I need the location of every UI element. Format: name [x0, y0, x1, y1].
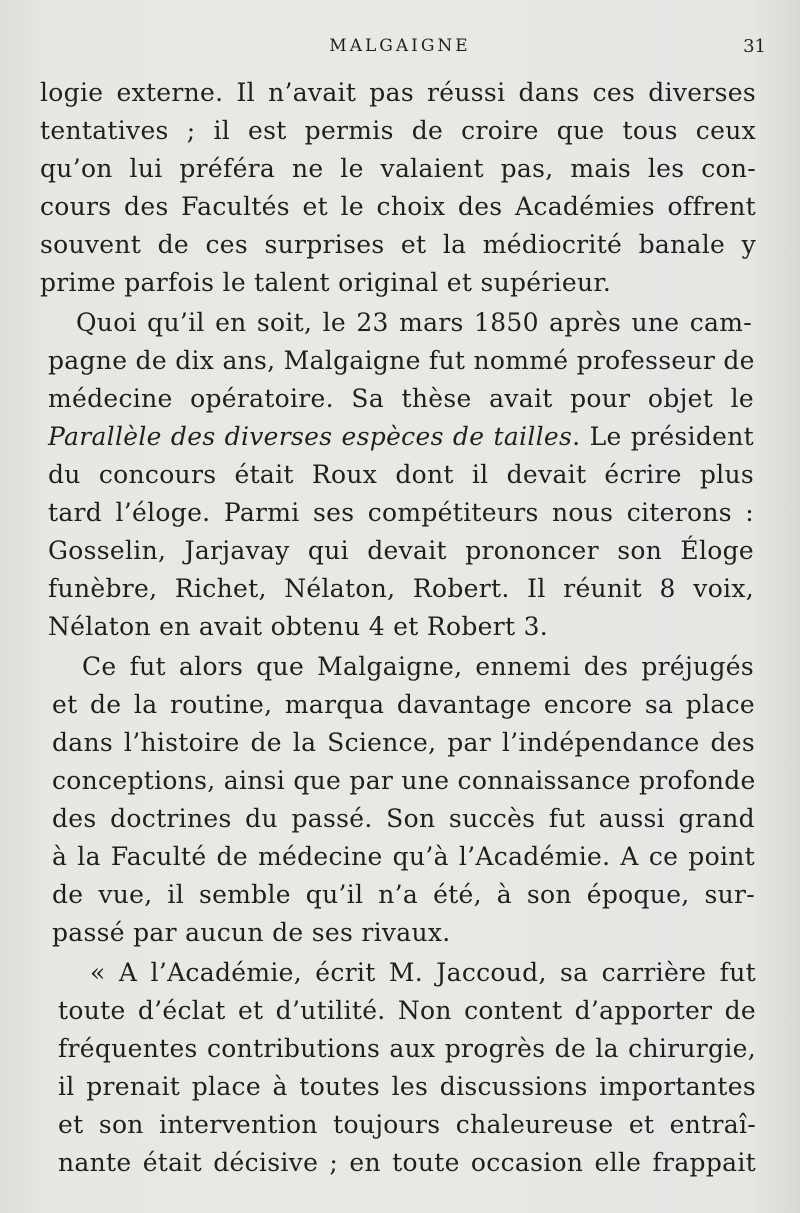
text-line: nante était décisive ; en toute occasion elle frappait — [58, 1148, 756, 1177]
text-line: souvent de ces surprises et la médiocrité banale y — [40, 230, 756, 259]
text-line: prime parfois le talent original et supérieur. — [40, 268, 612, 297]
text-line: fréquentes contributions aux progrès de la chirurgie, — [58, 1034, 756, 1063]
running-head — [0, 36, 800, 64]
text-line: du concours était Roux dont il devait écrire plus — [48, 460, 754, 489]
text-line: et de la routine, marqua davantage encore sa place — [52, 690, 755, 719]
text-line: Nélaton en avait obtenu 4 et Robert 3. — [48, 612, 549, 641]
text-line: conceptions, ainsi que par une connaissance profonde — [52, 766, 756, 795]
text-line: il prenait place à toutes les discussions importantes — [58, 1072, 756, 1101]
text-line: logie externe. Il n’avait pas réussi dans ces diverses — [40, 78, 756, 107]
text-line: Parallèle des diverses espèces de tailles. Le président — [48, 422, 754, 451]
text-line: « A l’Académie, écrit M. Jaccoud, sa carrière fut — [90, 958, 756, 987]
text-line: tentatives ; il est permis de croire que tous ceux — [40, 116, 756, 145]
text-line: tard l’éloge. Parmi ses compétiteurs nous citerons : — [48, 498, 754, 527]
page-number: 31 — [743, 36, 766, 57]
text-line: toute d’éclat et d’utilité. Non content d’apporter de — [58, 996, 756, 1025]
text-line: et son intervention toujours chaleureuse et entraî- — [58, 1110, 756, 1139]
text-line: Ce fut alors que Malgaigne, ennemi des préjugés — [82, 652, 754, 681]
text-line: funèbre, Richet, Nélaton, Robert. Il réunit 8 voix, — [48, 574, 754, 603]
text-line: pagne de dix ans, Malgaigne fut nommé professeur de — [48, 346, 755, 375]
text-line: médecine opératoire. Sa thèse avait pour objet le — [48, 384, 754, 413]
text-line: Quoi qu’il en soit, le 23 mars 1850 après une cam- — [76, 308, 752, 337]
text-line: cours des Facultés et le choix des Académies offrent — [40, 192, 756, 221]
text-line: Gosselin, Jarjavay qui devait prononcer son Éloge — [48, 536, 754, 565]
text-line: des doctrines du passé. Son succès fut aussi grand — [52, 804, 755, 833]
thesis-title: Parallèle des diverses espèces de tailles — [48, 422, 573, 451]
text-line: de vue, il semble qu’il n’a été, à son époque, sur- — [52, 880, 755, 909]
text-line: à la Faculté de médecine qu’à l’Académie. A ce point — [52, 842, 755, 871]
text-line: qu’on lui préféra ne le valaient pas, mais les con- — [40, 154, 756, 183]
running-head-title: MALGAIGNE — [329, 36, 471, 56]
text-line: dans l’histoire de la Science, par l’indépendance des — [52, 728, 755, 757]
text-line: passé par aucun de ses rivaux. — [52, 918, 451, 947]
